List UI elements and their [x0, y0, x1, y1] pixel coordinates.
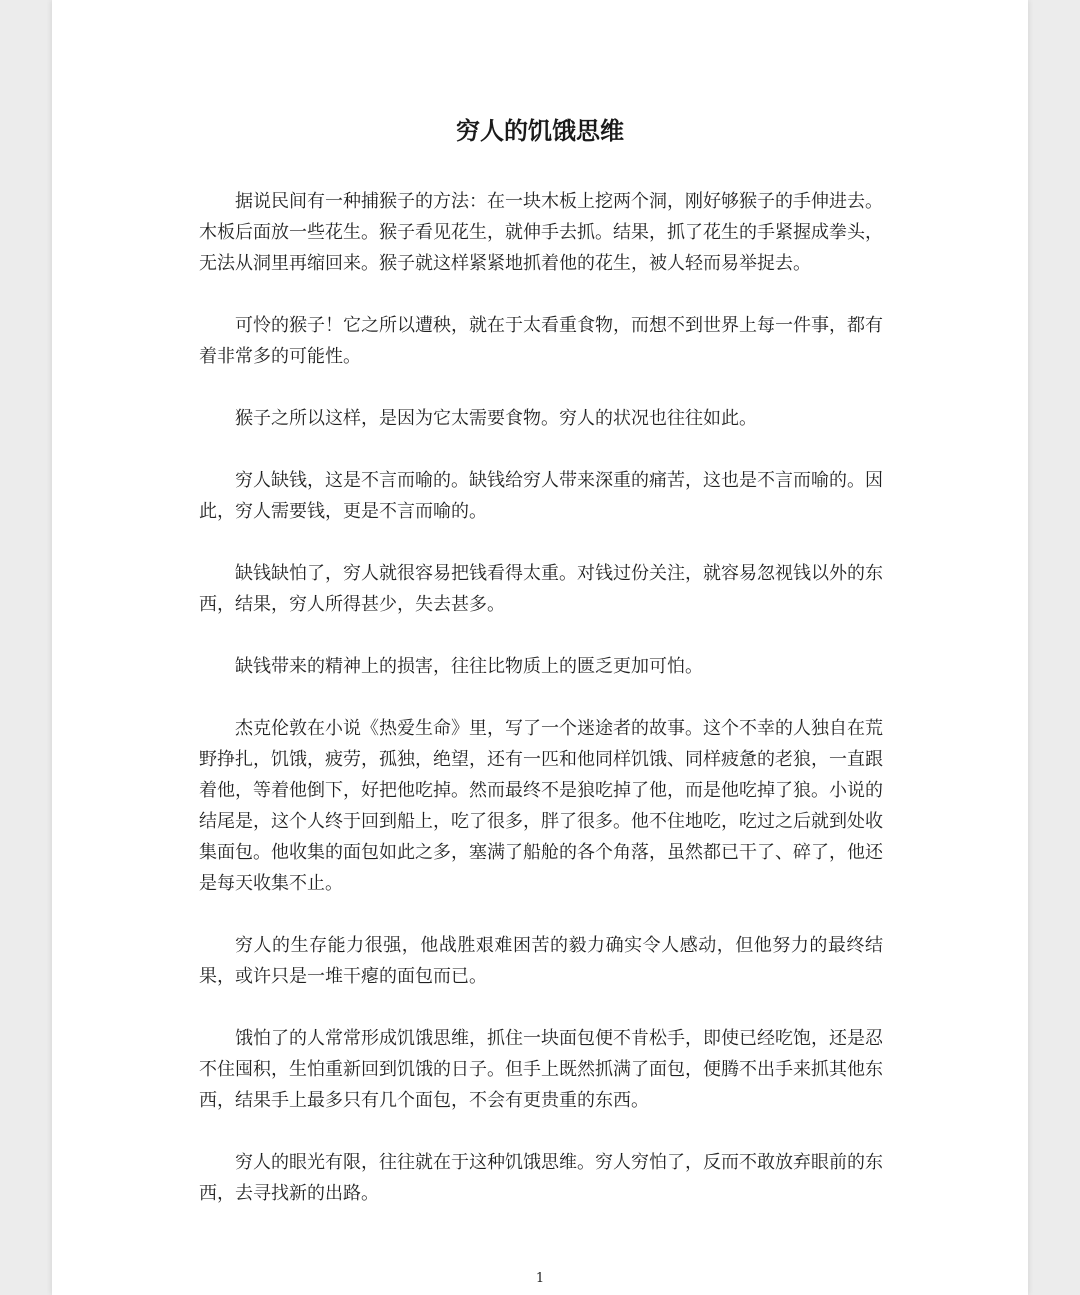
document-title: 穷人的饥饿思维 — [456, 117, 624, 145]
page-number: 1 — [535, 1271, 545, 1286]
document-page — [52, 0, 1028, 1295]
paragraph: 可怜的猴子！它之所以遭秧，就在于太看重食物，而想不到世界上每一件事，都有着非常多的可能性。 — [199, 315, 883, 367]
paragraph: 据说民间有一种捕猴子的方法：在一块木板上挖两个洞，刚好够猴子的手伸进去。木板后面放一些花生。猴子看见花生，就伸手去抓。结果，抓了花生的手紧握成拳头，无法从洞里再缩回来。猴子就这样紧紧地抓着他的花生，被人轻而易举捉去。 — [199, 191, 883, 274]
paragraph: 穷人缺钱，这是不言而喻的。缺钱给穷人带来深重的痛苦，这也是不言而喻的。因此，穷人需要钱，更是不言而喻的。 — [199, 470, 883, 522]
paragraph: 缺钱缺怕了，穷人就很容易把钱看得太重。对钱过份关注，就容易忽视钱以外的东西，结果，穷人所得甚少，失去甚多。 — [199, 563, 883, 615]
paragraph: 杰克伦敦在小说《热爱生命》里，写了一个迷途者的故事。这个不幸的人独自在荒野挣扎，饥饿，疲劳，孤独，绝望，还有一匹和他同样饥饿、同样疲惫的老狼，一直跟着他，等着他倒下，好把他吃掉。然而最终不是狼吃掉了他，而是他吃掉了狼。小说的结尾是，这个人终于回到船上，吃了很多，胖了很多。他不住地吃，吃过之后就到处收集面包。他收集的面包如此之多，塞满了船舱的各个角落，虽然都已干了、碎了，他还是每天收集不止。 — [199, 718, 883, 894]
paragraph: 穷人的生存能力很强，他战胜艰难困苦的毅力确实令人感动，但他努力的最终结果，或许只是一堆干瘪的面包而已。 — [199, 935, 883, 987]
paragraph: 穷人的眼光有限，往往就在于这种饥饿思维。穷人穷怕了，反而不敢放弃眼前的东西，去寻找新的出路。 — [199, 1152, 883, 1204]
paragraph: 猴子之所以这样，是因为它太需要食物。穷人的状况也往往如此。 — [235, 408, 757, 429]
paragraph: 缺钱带来的精神上的损害，往往比物质上的匮乏更加可怕。 — [235, 656, 703, 677]
paragraph: 饿怕了的人常常形成饥饿思维，抓住一块面包便不肯松手，即使已经吃饱，还是忍不住囤积，生怕重新回到饥饿的日子。但手上既然抓满了面包，便腾不出手来抓其他东西，结果手上最多只有几个面包，不会有更贵重的东西。 — [199, 1028, 883, 1111]
document-body — [199, 186, 883, 1240]
